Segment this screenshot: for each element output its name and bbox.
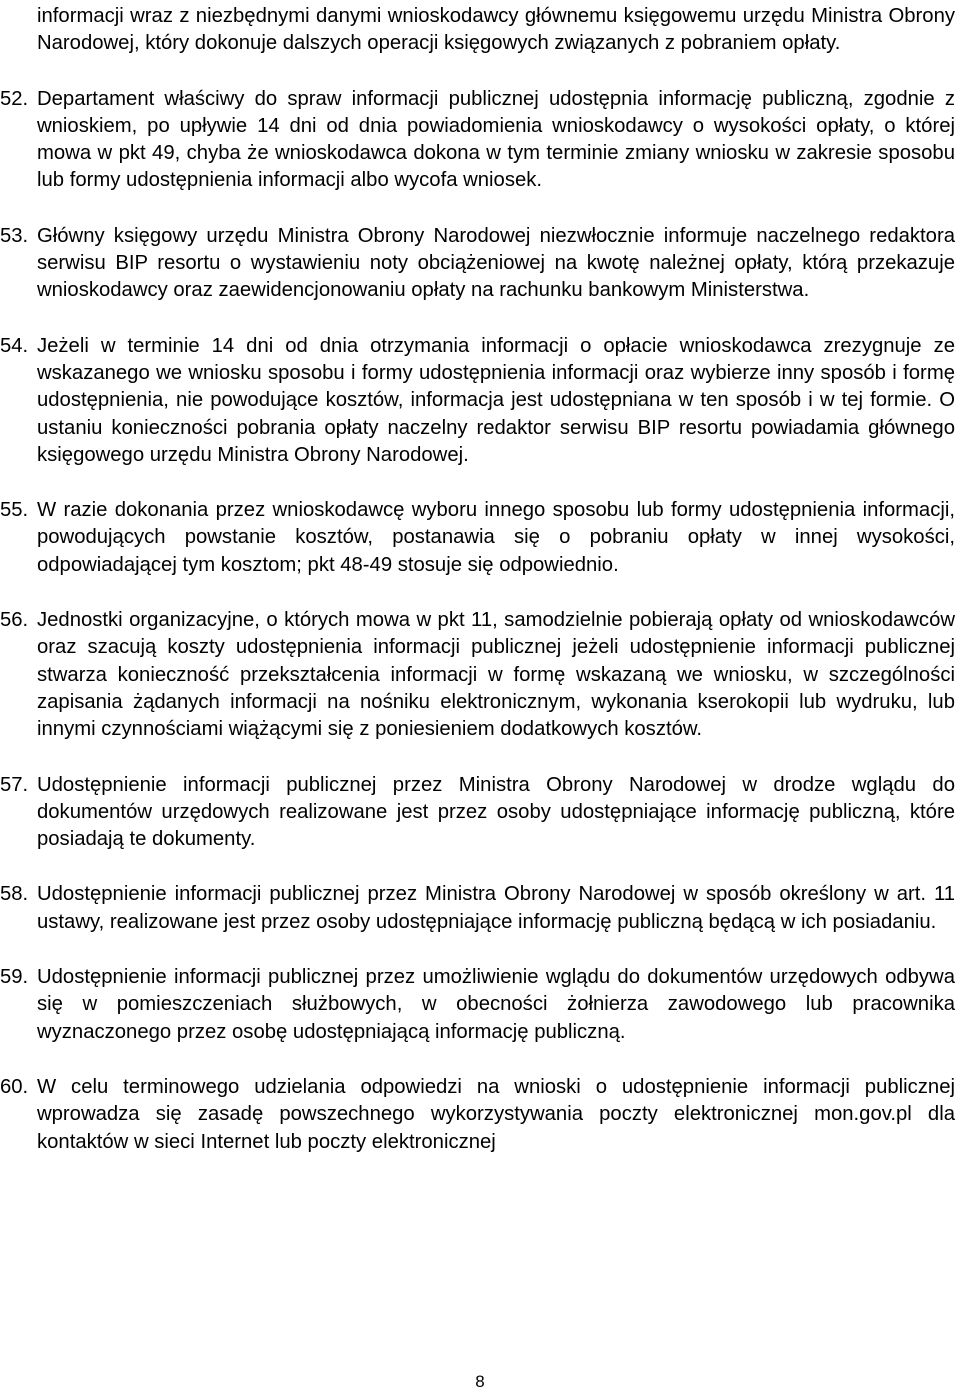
paragraph-57	[0, 772, 955, 854]
paragraph-text: W razie dokonania przez wnioskodawcę wyboru innego sposobu lub formy udostępnienia informacji, powodujących powstanie kosztów, postanawia się o pobraniu opłaty w innej wysokości, odpowiadającej tym kosztom; pkt 48-49 stosuje się odpowiednio.	[37, 499, 955, 576]
paragraph-text: W celu terminowego udzielania odpowiedzi na wnioski o udostępnienie informacji publicznej wprowadza się zasadę powszechnego wykorzystywania poczty elektronicznej mon.gov.pl dla kontaktów w sieci Internet lub poczty elektronicznej	[37, 1075, 955, 1153]
paragraph-59	[0, 964, 955, 1046]
paragraph-text: Jeżeli w terminie 14 dni od dnia otrzymania informacji o opłacie wnioskodawca zrezygnuje ze wskazanego we wniosku sposobu i formy udostępnienia informacji oraz wybierze inny sposób i formę udostępnienia, nie powodujące kosztów, informacja jest udostępniana w ten sposób i w tej formie. O ustaniu konieczności pobrania opłaty naczelny redaktor serwisu BIP resortu powiadamia głównego księgowego urzędu Ministra Obrony Narodowej.	[37, 334, 955, 466]
paragraph-number: 54.	[0, 334, 29, 357]
paragraph-number: 60.	[0, 1075, 29, 1098]
paragraph-number: 59.	[0, 966, 29, 989]
paragraph-55	[0, 497, 955, 579]
paragraph-text: Udostępnienie informacji publicznej przez Ministra Obrony Narodowej w sposób określony w art. 11 ustawy, realizowane jest przez osoby udostępniające informację publiczną będącą w ich posiadaniu.	[37, 883, 955, 933]
paragraph-number: 58.	[0, 883, 29, 906]
paragraph-text: Główny księgowy urzędu Ministra Obrony Narodowej niezwłocznie informuje naczelnego redaktora serwisu BIP resortu o wystawieniu noty obciążeniowej na kwotę należnej opłaty, którą przekazuje wnioskodawcy oraz zaewidencjonowaniu opłaty na rachunku bankowym Ministerstwa.	[37, 224, 955, 302]
paragraph-number: 57.	[0, 773, 29, 796]
paragraph-text: Udostępnienie informacji publicznej przez Ministra Obrony Narodowej w drodze wglądu do dokumentów urzędowych realizowane jest przez osoby udostępniające informację publiczną, które posiadają te dokumenty.	[37, 773, 955, 851]
continuation-paragraph: informacji wraz z niezbędnymi danymi wnioskodawcy głównemu księgowemu urzędu Ministra Obrony Narodowej, który dokonuje dalszych operacji księgowych związanych z pobraniem opłaty.	[37, 5, 955, 55]
paragraph-56	[0, 607, 955, 743]
page-number: 8	[475, 1372, 485, 1391]
paragraph-58	[0, 881, 955, 936]
paragraph-number: 53.	[0, 224, 29, 247]
paragraph-number: 52.	[0, 87, 29, 110]
paragraph-text: Departament właściwy do spraw informacji publicznej udostępnia informację publiczną, zgodnie z wnioskiem, po upływie 14 dni od dnia powiadomienia wnioskodawcy o wysokości opłaty, o której mowa w pkt 49, chyba że wnioskodawca dokona w tym terminie zmiany wniosku w zakresie sposobu lub formy udostępnienia informacji albo wycofa wniosek.	[37, 87, 955, 192]
paragraph-52	[0, 86, 955, 195]
paragraph-text: Udostępnienie informacji publicznej przez umożliwienie wglądu do dokumentów urzędowych odbywa się w pomieszczeniach służbowych, w obecności żołnierza zawodowego lub pracownika wyznaczonego przez osobę udostępniającą informację publiczną.	[37, 966, 955, 1043]
paragraph-53	[0, 223, 955, 305]
paragraph-text: Jednostki organizacyjne, o których mowa w pkt 11, samodzielnie pobierają opłaty od wnioskodawców oraz szacują koszty udostępnienia informacji publicznej jeżeli udostępnienie informacji publicznej stwarza konieczność przekształcenia informacji w formę wskazaną we wniosku, w szczególności zapisania żądanych informacji na nośniku elektronicznym, wykonania kserokopii lub wydruku, lub innymi czynnościami wiążącymi się z poniesieniem dodatkowych kosztów.	[37, 609, 955, 741]
paragraph-number: 56.	[0, 609, 29, 632]
paragraph-60	[0, 1074, 955, 1156]
paragraph-54	[0, 333, 955, 469]
paragraph-number: 55.	[0, 499, 29, 522]
